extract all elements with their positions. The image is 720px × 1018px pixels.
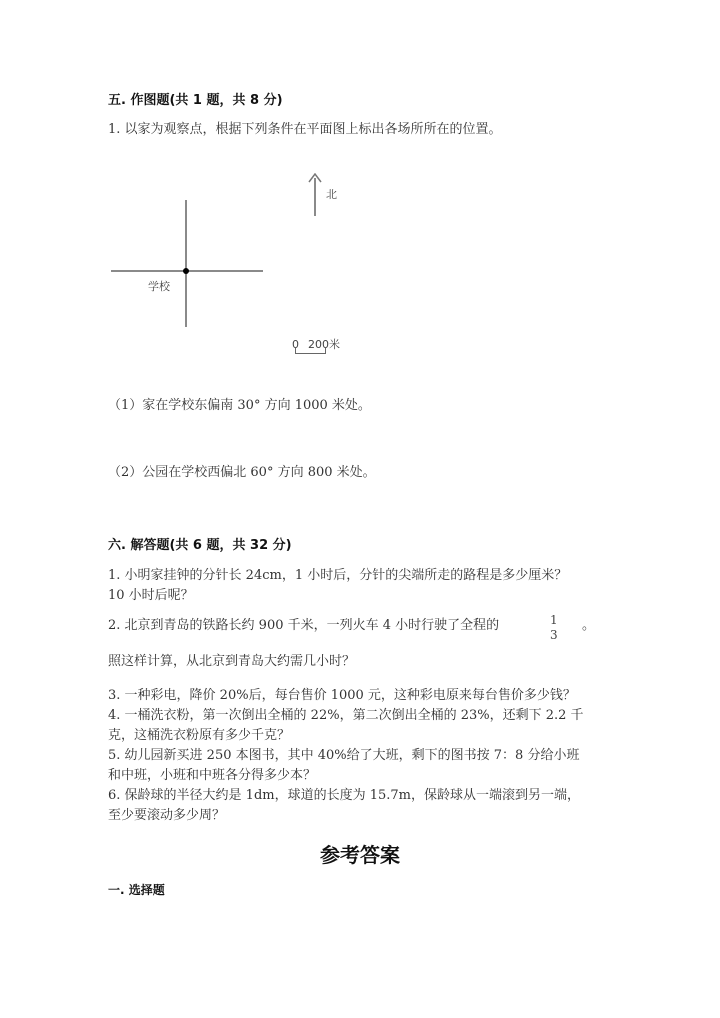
north-arrow-shaft	[314, 178, 316, 216]
question-6-6-line1: 6. 保龄球的半径大约是 1dm，球道的长度为 15.7m，保龄球从一端滚到另一端，	[108, 788, 580, 803]
section-6-heading: 六. 解答题(共 6 题，共 32 分)	[108, 538, 292, 553]
question-6-1-line1: 1. 小明家挂钟的分针长 24cm，1 小时后，分针的尖端所走的路程是多少厘米？	[108, 568, 568, 583]
question-6-5-line1: 5. 幼儿园新买进 250 本图书，其中 40%给了大班，剩下的图书按 7：8 分给小班	[108, 748, 580, 763]
scale-value-label: 200米	[308, 338, 340, 351]
question-6-4-line2: 克，这桶洗衣粉原有多少千克？	[108, 728, 291, 743]
question-6-2-line2: 照这样计算，从北京到青岛大约需几小时？	[108, 654, 356, 669]
answer-section-1-heading: 一. 选择题	[108, 883, 165, 897]
fraction-denominator: 3	[550, 628, 558, 642]
question-6-2-line1: 2. 北京到青岛的铁路长约 900 千米，一列火车 4 小时行驶了全程的	[108, 618, 500, 633]
question-6-1-line2: 10 小时后呢？	[108, 588, 194, 603]
scale-zero-label: 0	[292, 338, 299, 351]
school-point	[183, 268, 189, 274]
school-label: 学校	[148, 280, 170, 293]
fraction-numerator: 1	[550, 613, 558, 627]
condition-2: （2）公园在学校西偏北 60° 方向 800 米处。	[108, 465, 376, 480]
fraction-one-third	[550, 613, 558, 643]
question-6-6-line2: 至少要滚动多少周？	[108, 808, 226, 823]
answer-key-title: 参考答案	[320, 843, 400, 867]
question-5-1-text: 1. 以家为观察点，根据下列条件在平面图上标出各场所所在的位置。	[108, 122, 502, 137]
question-6-2-period: 。	[582, 618, 596, 633]
section-5-heading: 五. 作图题(共 1 题，共 8 分)	[108, 93, 283, 108]
scale-bar	[295, 348, 326, 354]
question-6-5-line2: 和中班，小班和中班各分得多少本？	[108, 768, 317, 783]
north-arrow-icon	[308, 173, 322, 183]
north-label: 北	[326, 188, 337, 201]
question-6-4-line1: 4. 一桶洗衣粉，第一次倒出全桶的 22%，第二次倒出全桶的 23%，还剩下 2.2 千	[108, 708, 584, 723]
condition-1: （1）家在学校东偏南 30° 方向 1000 米处。	[108, 398, 371, 413]
vertical-axis-line	[185, 200, 187, 327]
question-6-3-line1: 3. 一种彩电，降价 20%后，每台售价 1000 元，这种彩电原来每台售价多少钱？	[108, 688, 576, 703]
